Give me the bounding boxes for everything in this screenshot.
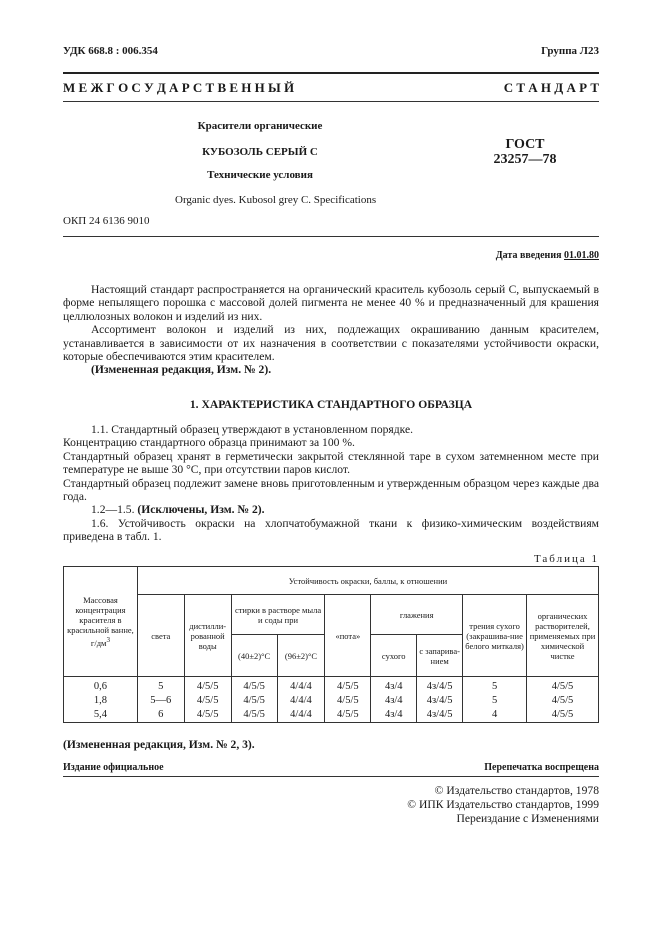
group-code: Группа Л23 [541, 45, 599, 57]
table-caption: Таблица 1 [533, 553, 599, 565]
copyright-2: © ИПК Издательство стандартов, 1999 [407, 798, 599, 811]
header-wash-40: (40±2)°С [231, 635, 277, 677]
title-line-1: Красители органические [197, 120, 323, 132]
header-washing: стирки в растворе мыла и соды при [231, 595, 325, 635]
section-1-p5 [63, 503, 599, 516]
header-ironing: глажения [371, 595, 463, 635]
title-line-2: КУБОЗОЛЬ СЕРЫЙ С [202, 146, 318, 158]
reissue-note: Переиздание с Изменениями [456, 812, 599, 825]
section-1-p6: 1.6. Устойчивость окраски на хлопчатобумажной ткани к физико-химическим воздействиям приведена в табл. 1. [63, 516, 599, 544]
header-rubbing: трения сухого (закрашива-ние белого миткаля) [463, 595, 527, 677]
header-mass-concentration: Массовая концентрация красителя в красильной ванне, $г/дм^3$ [64, 567, 138, 677]
copyright-block [407, 784, 599, 826]
section-1-p5-prefix: 1.2—1.5. [91, 503, 135, 517]
header-iron-dry: сухого [371, 635, 417, 677]
header-iron-steam: с запарива-нием [417, 635, 463, 677]
standard-banner [63, 80, 599, 96]
header-wash-96: (96±2)°С [277, 635, 325, 677]
header-fastness-group: Устойчивость окраски, баллы, к отношении [137, 567, 598, 595]
header-solvents: органических растворителей, применяемых при химической чистке [527, 595, 599, 677]
section-1-p5-bold: (Исключены, Изм. № 2). [137, 503, 265, 517]
banner-word-2: С Т А Н Д А Р Т [503, 80, 599, 95]
section-1-p2: Концентрацию стандартного образца принимают за 100 %. [63, 436, 355, 450]
intro-text [63, 283, 599, 377]
intro-paragraph-1: Настоящий стандарт распространяется на органический краситель кубозоль серый С, выпускаемый в форме непылящего порошка с массовой долей пигмента не менее 40 % и предназначенный для крашения целлюлозных волокон и изделий из них. [63, 283, 599, 323]
header-sweat: «пота» [325, 595, 371, 677]
gost-number: 23257—78 [493, 152, 557, 168]
udk-code: УДК 668.8 : 006.354 [63, 45, 158, 57]
banner-word-1: М Е Ж Г О С У Д А Р С Т В Е Н Н Ы Й [63, 80, 295, 95]
table-edit-note: (Измененная редакция, Изм. № 2, 3). [63, 738, 255, 751]
intro-edit-note: (Измененная редакция, Изм. № 2). [91, 363, 272, 377]
intro-date [496, 250, 599, 261]
section-1-text [63, 423, 599, 544]
copyright-1: © Издательство стандартов, 1978 [434, 784, 599, 797]
fastness-table [63, 566, 599, 723]
top-rule [63, 72, 599, 74]
reprint-notice: Перепечатка воспрещена [484, 762, 599, 773]
section-1-title: 1. ХАРАКТЕРИСТИКА СТАНДАРТНОГО ОБРАЗЦА [189, 398, 473, 411]
table-row: 5,4 6 4/5/5 4/5/5 4/4/4 4/5/5 4з/4 4з/4/5 4 4/5/5 [64, 708, 599, 723]
gost-block [475, 137, 575, 168]
intro-date-label: Дата введения [495, 250, 562, 261]
intro-paragraph-2: Ассортимент волокон и изделий из них, подлежащих окрашиванию данным красителем, устанавливается в зависимости от их назначения в соответствии с показателями устойчивости окраски, которые обеспечиваются этим красителем. [63, 323, 599, 364]
table-row: 1,8 5—6 4/5/5 4/5/5 4/4/4 4/5/5 4з/4 4з/4/5 5 4/5/5 [64, 694, 599, 708]
header-distilled-water: дистилли-рованной воды [184, 595, 231, 677]
title-rule [63, 236, 599, 237]
intro-date-value: 01.01.80 [564, 250, 599, 261]
footer-rule [63, 776, 599, 777]
section-1-p4: Стандартный образец подлежит замене вновь приготовленным и утвержденным образцом через каждые два года. [63, 476, 599, 504]
section-1-p3: Стандартный образец хранят в герметически закрытой стеклянной таре в сухом затемненном месте при температуре не выше 30 °С, при отсутствии паров кислот. [63, 449, 599, 477]
okp-code: ОКП 24 6136 9010 [63, 215, 150, 227]
official-edition: Издание официальное [63, 762, 164, 773]
english-title: Organic dyes. Kubosol grey C. Specifications [175, 194, 377, 206]
section-1-p1: 1.1. Стандартный образец утверждают в установленном порядке. [91, 423, 414, 436]
table-row: 0,6 5 4/5/5 4/5/5 4/4/4 4/5/5 4з/4 4з/4/5 5 4/5/5 [64, 677, 599, 695]
title-line-3: Технические условия [207, 169, 313, 181]
header-light: света [137, 595, 184, 677]
banner-rule [63, 101, 599, 102]
gost-label: ГОСТ [505, 137, 545, 152]
